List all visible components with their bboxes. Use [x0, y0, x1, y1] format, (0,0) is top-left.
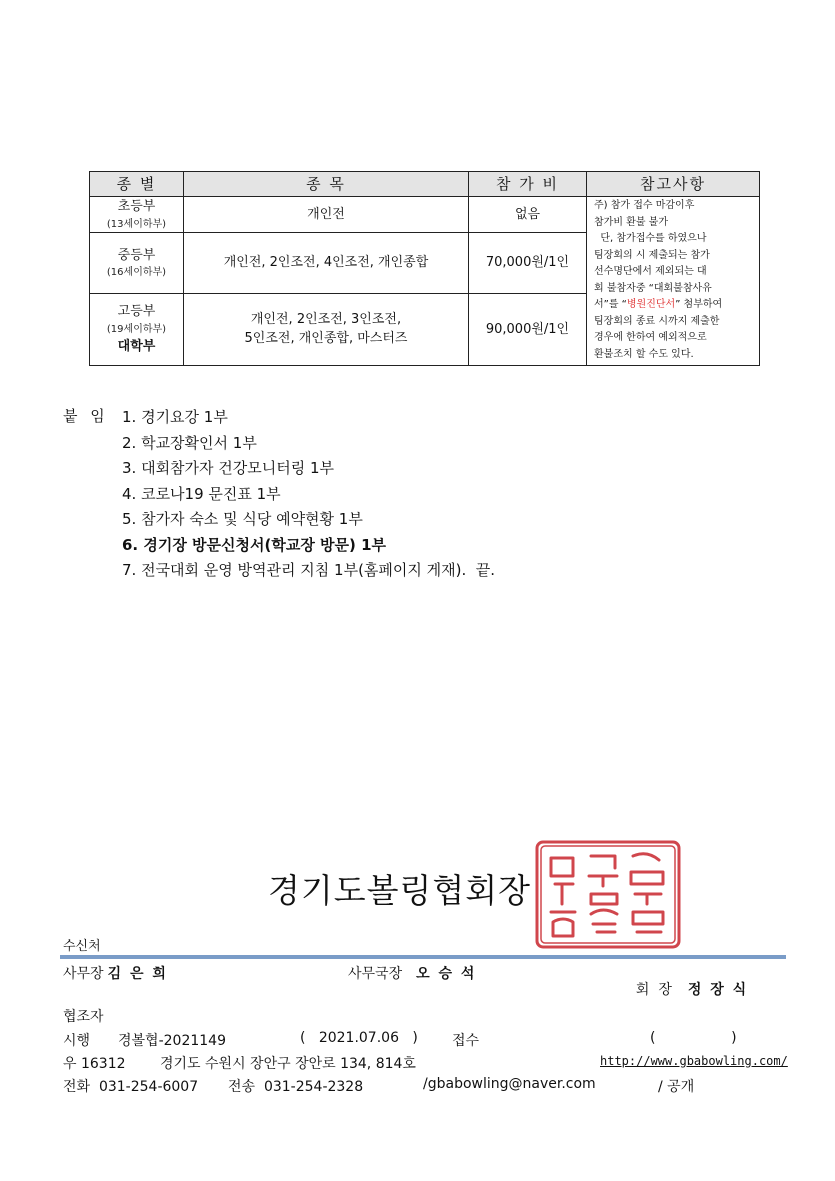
event-cell: 개인전, 2인조전, 4인조전, 개인종합 — [184, 233, 469, 294]
header-category: 종 별 — [90, 172, 184, 197]
note-line: 경우에 한하여 예외적으로 — [594, 332, 707, 343]
staff-secretary — [63, 963, 168, 983]
note-text: 서”를 “ — [594, 299, 627, 310]
cooperator-label: 협조자 — [63, 1009, 104, 1025]
note-line: 회 불참자중 “대회불참사유 — [594, 282, 712, 294]
event-cell: 개인전 — [184, 197, 469, 233]
staff-name: 정 장 식 — [687, 982, 749, 998]
header-fee: 참 가 비 — [469, 172, 587, 197]
fee-cell: 90,000원/1인 — [469, 293, 587, 365]
note-line: 환불조치 할 수도 있다. — [594, 348, 694, 360]
header-event: 종 목 — [184, 172, 469, 197]
staff-role: 사무장 — [63, 966, 104, 982]
note-line: 참가비 환불 불가 — [594, 216, 668, 228]
list-item: 4. 코로나19 문진표 1부 — [122, 484, 281, 503]
address: 경기도 수원시 장안구 장안로 134, 814호 — [160, 1056, 416, 1072]
attachments-label: 붙 임 — [63, 407, 109, 425]
notes-cell — [587, 197, 760, 366]
staff-role: 사무국장 — [348, 966, 403, 982]
receive-blank: ( ) — [650, 1030, 737, 1046]
enforce-label: 시행 — [63, 1033, 91, 1049]
list-item: 7. 전국대회 운영 방역관리 지침 1부(홈페이지 게재). 끝. — [122, 561, 496, 579]
table-row-middle-grade — [90, 233, 184, 294]
note-line — [594, 297, 757, 314]
note-line: 단, 참가접수를 하였으나 — [594, 233, 707, 244]
note-line: 팀장회의 종료 시까지 제출한 — [594, 315, 720, 327]
staff-role: 회 장 — [635, 982, 672, 998]
staff-president — [627, 963, 748, 999]
grade-age: (16세이하부) — [106, 267, 167, 279]
list-item: 2. 학교장확인서 1부 — [122, 433, 257, 452]
grade-age: (19세이하부) — [106, 323, 167, 335]
note-line: 선수명단에서 제외되는 대 — [594, 266, 707, 277]
header-notes: 참고사항 — [587, 172, 760, 197]
email-address[interactable]: /gbabowling@naver.com — [423, 1076, 596, 1092]
list-item: 3. 대회참가자 건강모니터링 1부 — [122, 459, 335, 477]
grade-name: 고등부 — [117, 304, 156, 320]
staff-name: 오 승 석 — [416, 966, 477, 982]
staff-secretary-general — [348, 963, 476, 983]
enforce-date: ( 2021.07.06 ) — [300, 1030, 418, 1046]
public-status: / 공개 — [658, 1079, 695, 1095]
note-text: ” 첨부하여 — [675, 299, 723, 310]
divider — [60, 955, 786, 959]
note-line: 팀장회의 시 제출되는 참가 — [594, 249, 710, 261]
grade-name: 초등부 — [117, 199, 156, 215]
staff-name: 김 은 희 — [107, 966, 168, 982]
note-line: 주) 참가 접수 마감이후 — [594, 200, 695, 211]
event-line: 5인조전, 개인종합, 마스터즈 — [244, 331, 408, 347]
fee-cell: 70,000원/1인 — [469, 233, 587, 294]
table-row-elementary-grade — [90, 197, 184, 233]
official-seal-stamp — [533, 838, 683, 951]
entry-fee-table — [89, 171, 760, 366]
list-item: 1. 경기요강 1부 — [122, 408, 228, 426]
event-line: 개인전, 2인조전, 3인조전, — [250, 311, 402, 327]
attachments-list — [122, 405, 495, 584]
event-cell — [184, 293, 469, 365]
organization-head-title: 경기도볼링협회장 — [268, 871, 532, 910]
document-number: 경볼협-2021149 — [118, 1033, 226, 1049]
highlight-diagnosis: 병원진단서 — [626, 299, 676, 310]
fax-number: 전송 031-254-2328 — [228, 1079, 364, 1095]
homepage-link[interactable]: http://www.gbabowling.com/ — [600, 1054, 788, 1068]
postal-code: 우 16312 — [63, 1056, 126, 1072]
grade-age: (13세이하부) — [106, 218, 167, 230]
recipients-label: 수신처 — [63, 939, 101, 954]
grade-name: 중등부 — [117, 247, 156, 263]
fee-cell: 없음 — [469, 197, 587, 233]
phone-number: 전화 031-254-6007 — [63, 1079, 199, 1095]
list-item: 6. 경기장 방문신청서(학교장 방문) 1부 — [122, 535, 387, 554]
table-row-high-grade — [90, 293, 184, 365]
list-item: 5. 참가자 숙소 및 식당 예약현황 1부 — [122, 510, 363, 528]
receive-label: 접수 — [452, 1033, 480, 1049]
grade-name-university: 대학부 — [117, 338, 156, 354]
